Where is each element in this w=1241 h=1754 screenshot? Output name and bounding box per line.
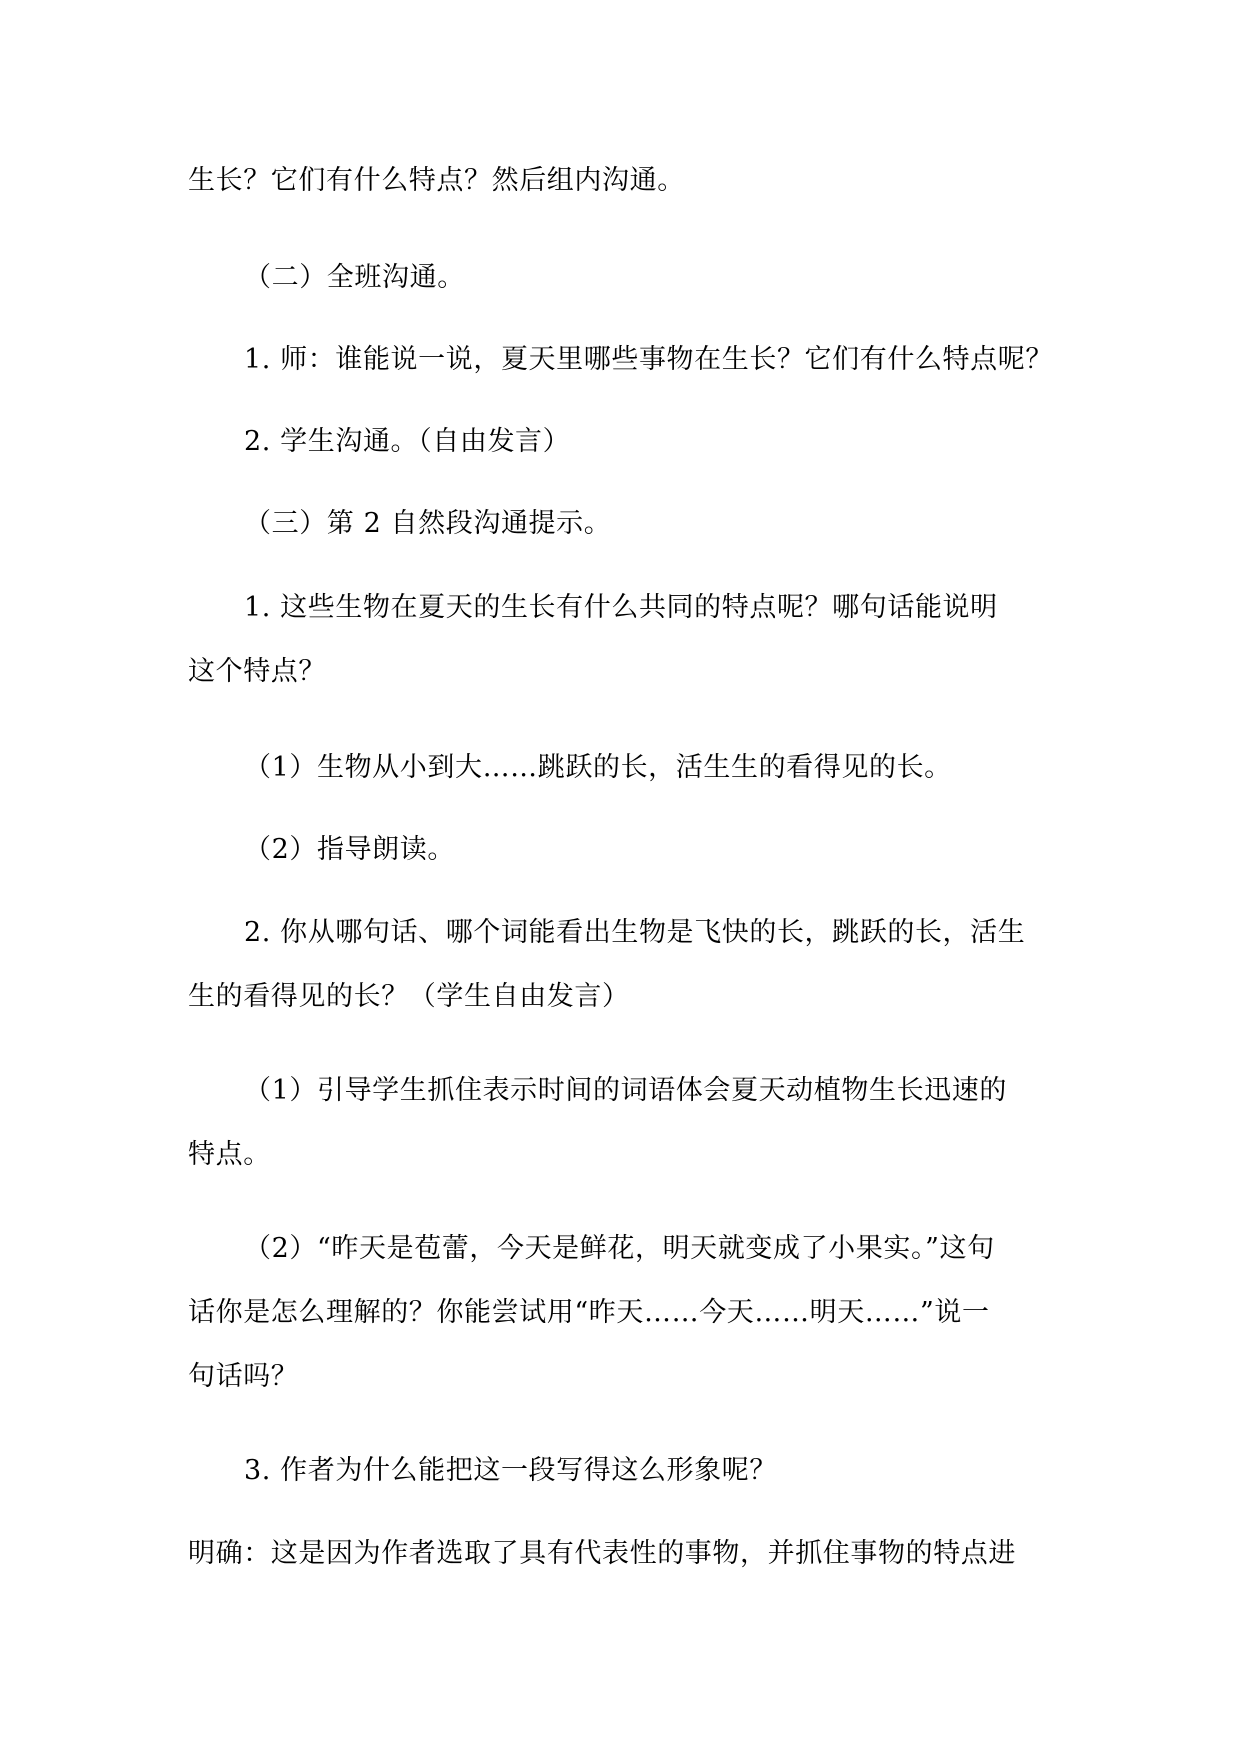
text-line: （2）“昨天是苞蕾，今天是鲜花，明天就变成了小果实。”这句	[244, 1233, 995, 1264]
section-heading: （二）全班沟通。	[244, 262, 465, 293]
text-line: 1. 师：谁能说一说，夏天里哪些事物在生长？它们有什么特点呢？	[244, 344, 1053, 375]
text-line: 句话吗？	[188, 1361, 299, 1392]
text-line: （1）生物从小到大……跳跃的长，活生生的看得见的长。	[244, 752, 952, 783]
text-line: 话你是怎么理解的？你能尝试用“昨天……今天……明天……”说一	[188, 1297, 990, 1328]
text-line: （2）指导朗读。	[244, 834, 455, 865]
text-line: 生的看得见的长？（学生自由发言）	[188, 981, 630, 1012]
text-line: （1）引导学生抓住表示时间的词语体会夏天动植物生长迅速的	[244, 1075, 1007, 1106]
section-heading: （三）第 2 自然段沟通提示。	[244, 508, 612, 539]
text-line: 3. 作者为什么能把这一段写得这么形象呢？	[244, 1455, 777, 1486]
text-line: 2. 你从哪句话、哪个词能看出生物是飞快的长，跳跃的长，活生	[244, 917, 1026, 948]
text-line: 特点。	[188, 1139, 271, 1170]
text-line: 1. 这些生物在夏天的生长有什么共同的特点呢？哪句话能说明	[244, 592, 998, 623]
text-line: 生长？它们有什么特点？然后组内沟通。	[188, 165, 685, 196]
text-line: 2. 学生沟通。（自由发言）	[244, 426, 571, 457]
text-line: 这个特点？	[188, 656, 326, 687]
text-line: 明确：这是因为作者选取了具有代表性的事物，并抓住事物的特点进	[188, 1538, 1016, 1569]
